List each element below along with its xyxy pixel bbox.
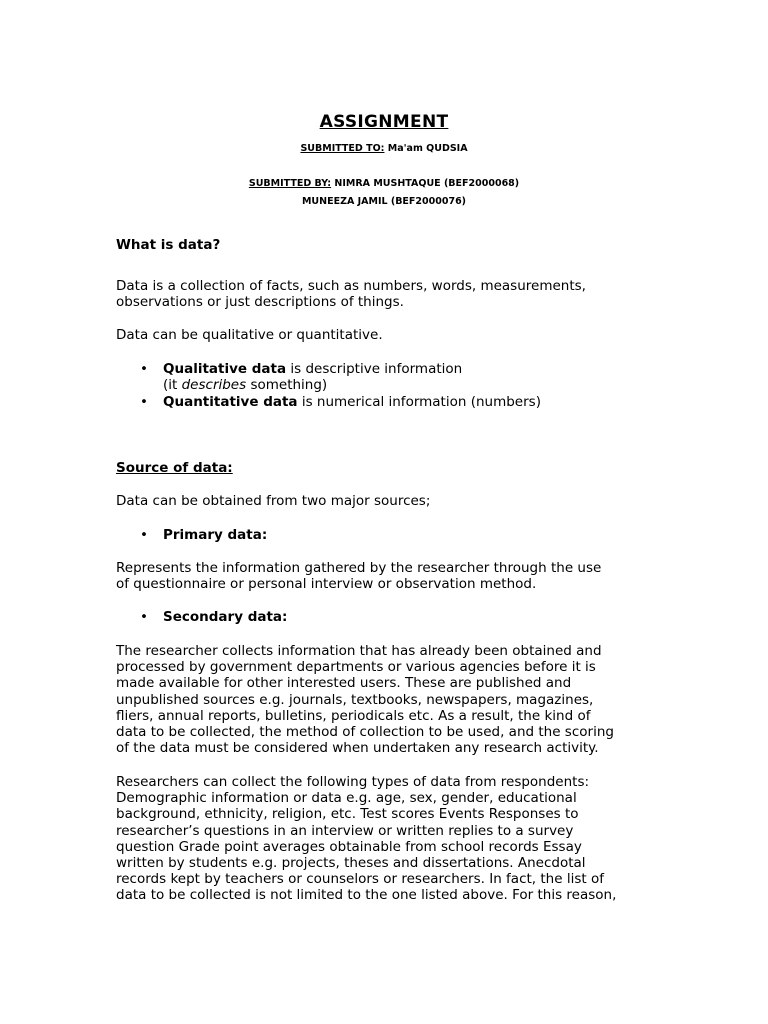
bullet-icon: •	[140, 527, 148, 543]
what-is-data-heading: What is data?	[116, 237, 221, 253]
qualitative-note-post: something)	[246, 377, 328, 394]
document-title: ASSIGNMENT	[319, 112, 449, 132]
qualitative-bullet	[163, 361, 462, 393]
paragraph-line: of questionnaire or personal interview or observation method.	[116, 576, 537, 593]
primary-data-paragraph	[116, 560, 656, 592]
paragraph-line: Researchers can collect the following types of data from respondents:	[116, 774, 590, 790]
paragraph-line: data to be collected, the method of collection to be used, and the scoring	[116, 724, 614, 741]
paragraph-line: Data is a collection of facts, such as numbers, words, measurements,	[116, 278, 586, 294]
paragraph-line: of the data must be considered when undertaken any research activity.	[116, 740, 599, 757]
research-data-paragraph	[116, 774, 656, 904]
submitted-to-line	[0, 143, 768, 154]
submitted-by-line-2	[0, 196, 768, 207]
submitted-by-value-1: NIMRA MUSHTAQUE (BEF2000068)	[334, 178, 520, 189]
quantitative-bullet	[163, 394, 541, 410]
paragraph-line: made available for other interested users. These are published and	[116, 675, 572, 692]
data-types-paragraph: Data can be qualitative or quantitative.	[116, 327, 383, 343]
paragraph-line: Represents the information gathered by the researcher through the use	[116, 560, 602, 576]
bullet-icon: •	[140, 609, 148, 625]
paragraph-line: background, ethnicity, religion, etc. Test scores Events Responses to	[116, 806, 579, 823]
sources-intro-paragraph: Data can be obtained from two major sources;	[116, 493, 431, 509]
qualitative-note-emphasis: describes	[181, 377, 247, 394]
secondary-data-paragraph	[116, 643, 656, 756]
paragraph-line: data to be collected is not limited to the one listed above. For this reason,	[116, 887, 617, 904]
paragraph-line: written by students e.g. projects, theses and dissertations. Anecdotal	[116, 855, 586, 872]
submitted-to-label: SUBMITTED TO:	[300, 143, 385, 154]
secondary-data-heading: Secondary data:	[163, 609, 288, 625]
paragraph-line: processed by government departments or various agencies before it is	[116, 659, 596, 676]
paragraph-line: researcher’s questions in an interview or written replies to a survey	[116, 822, 574, 839]
paragraph-line: The researcher collects information that has already been obtained and	[116, 643, 602, 659]
qualitative-term: Qualitative data	[163, 361, 287, 377]
submitted-by-line	[0, 178, 768, 189]
data-definition-paragraph	[116, 278, 656, 310]
paragraph-line: question Grade point averages obtainable from school records Essay	[116, 838, 582, 855]
bullet-icon: •	[140, 394, 148, 410]
bullet-icon: •	[140, 361, 148, 377]
paragraph-line: Demographic information or data e.g. age, sex, gender, educational	[116, 790, 577, 807]
paragraph-line: observations or just descriptions of things.	[116, 294, 404, 311]
submitted-by-value-2: MUNEEZA JAMIL (BEF2000076)	[301, 196, 467, 207]
quantitative-desc: is numerical information (numbers)	[297, 394, 541, 410]
paragraph-line: fliers, annual reports, bulletins, periodicals etc. As a result, the kind of	[116, 707, 591, 724]
submitted-to-value: Ma'am QUDSIA	[387, 143, 468, 154]
submitted-by-label: SUBMITTED BY:	[248, 178, 332, 189]
qualitative-note-pre: (it	[163, 377, 182, 394]
paragraph-line: records kept by teachers or counselors or researchers. In fact, the list of	[116, 871, 604, 888]
paragraph-line: unpublished sources e.g. journals, textbooks, newspapers, magazines,	[116, 691, 594, 708]
qualitative-desc: is descriptive information	[286, 361, 463, 377]
quantitative-term: Quantitative data	[163, 394, 298, 410]
source-of-data-heading: Source of data:	[116, 460, 233, 476]
primary-data-heading: Primary data:	[163, 527, 268, 543]
